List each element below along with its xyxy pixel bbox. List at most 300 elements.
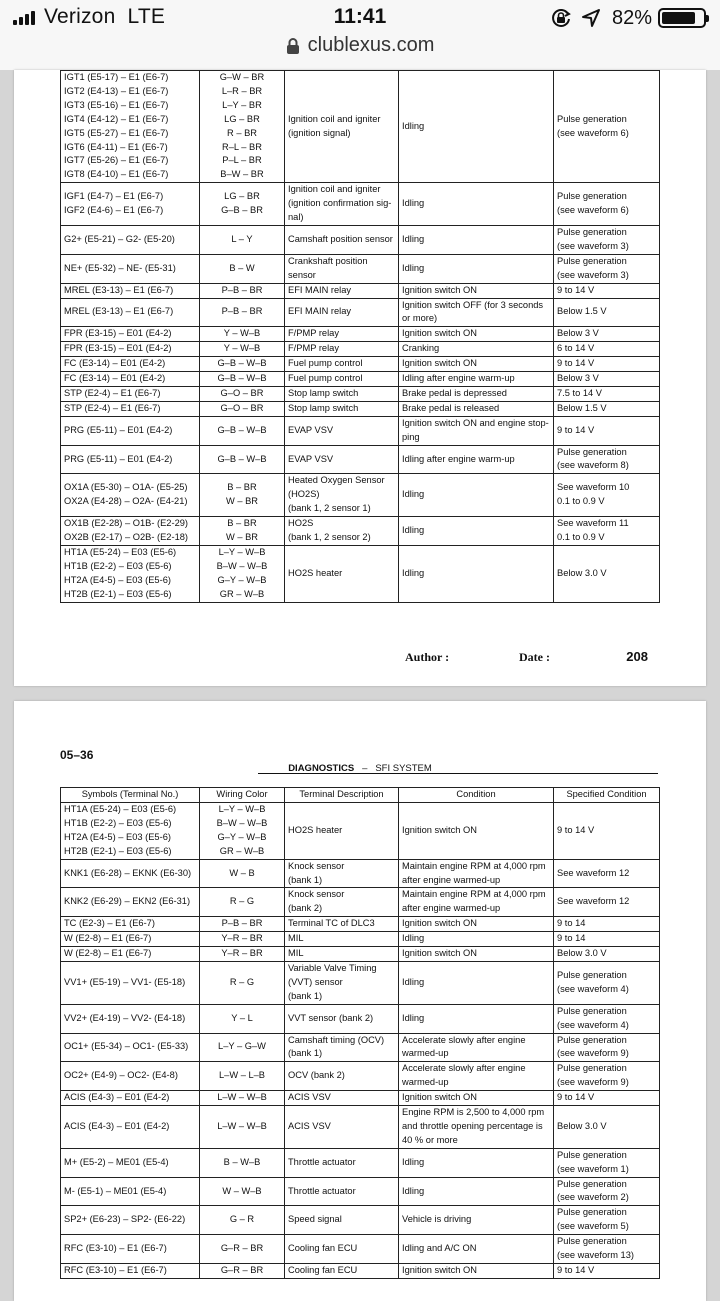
table-row [61,386,660,401]
terminal-table-page2 [60,787,660,1279]
table-row [61,1091,660,1106]
cell-line: and throttle opening percentage is [402,1120,543,1131]
cell-line: Y – W–B [223,328,261,339]
cell-line: W – BR [225,496,259,507]
cell-line: IGT8 (E4-10) – E1 (E6-7) [64,169,169,180]
wiring-color-cell [200,183,285,226]
specified-condition-cell [554,1148,660,1177]
cell-line: Ignition switch ON and engine stop- [402,417,549,428]
cell-line: Knock sensor [288,860,345,871]
description-cell [285,917,399,932]
symbol-cell [61,298,200,327]
wiring-color-cell [200,917,285,932]
specified-condition-cell [554,254,660,283]
clock: 11:41 [333,5,387,28]
specified-condition-cell [554,947,660,962]
cell-line: 40 % or more [402,1134,458,1145]
table-row [61,517,660,546]
description-cell [285,888,399,917]
condition-cell [399,401,554,416]
carrier-name: Verizon [44,5,116,28]
description-cell [285,71,399,183]
symbol-cell [61,386,200,401]
cell-line: G–Y – W–B [217,831,267,842]
cell-line: L–Y – G–W [218,1041,266,1052]
cell-line: EFI MAIN relay [288,306,352,317]
wiring-color-cell [200,327,285,342]
table-row [61,932,660,947]
table-row [61,474,660,517]
symbol-cell [61,183,200,226]
cell-line: G–B – W–B [217,358,267,369]
header-wiring-color: Wiring Color [200,788,285,803]
condition-cell [399,327,554,342]
cell-line: GR – W–B [219,845,265,856]
description-cell [285,327,399,342]
cell-line: Camshaft timing (OCV) [288,1034,385,1045]
cell-line: Brake pedal is depressed [402,387,507,398]
cell-line: Idling [402,976,425,987]
cell-line: G–R – BR [220,1243,264,1254]
description-cell [285,474,399,517]
wiring-color-cell [200,71,285,183]
cell-line: (see waveform 6) [557,205,629,216]
cell-line: L–W – L–B [219,1070,265,1081]
cell-line: M- (E5-1) – ME01 (E5-4) [64,1185,167,1196]
cell-line: (bank 1) [288,990,323,1001]
table-row [61,298,660,327]
cell-line: (see waveform 4) [557,983,629,994]
cell-line: B – W–B [223,1156,261,1167]
cell-line: warmed-up [402,1077,449,1088]
cell-line: L–W – W–B [217,1092,267,1103]
cell-line: IGT6 (E4-11) – E1 (E6-7) [64,141,168,152]
cell-line: Ignition switch ON [402,1265,477,1275]
cell-line: Engine RPM is 2,500 to 4,000 rpm [402,1107,545,1118]
condition-cell [399,283,554,298]
condition-cell [399,183,554,226]
wiring-color-cell [200,416,285,445]
condition-cell [399,254,554,283]
table-row [61,357,660,372]
cell-line: G–B – W–B [217,424,267,435]
cell-line: (VVT) sensor [288,976,343,987]
table-row [61,71,660,183]
cell-line: IGF1 (E4-7) – E1 (E6-7) [64,191,164,202]
cell-line: Ignition switch ON [402,824,477,835]
cell-line: HT2A (E4-5) – E03 (E5-6) [64,574,171,585]
table-row [61,545,660,602]
cell-line: Pulse generation [557,255,627,266]
address-bar[interactable] [0,34,720,57]
symbol-cell [61,1062,200,1091]
cell-line: W – W–B [222,1185,262,1196]
cell-line: ACIS VSV [288,1120,331,1131]
symbol-cell [61,859,200,888]
cell-line: Y – L [231,1012,253,1023]
table-row [61,342,660,357]
cell-line: OX2A (E4-28) – O2A- (E4-21) [64,496,188,507]
cell-line: 0.1 to 0.9 V [557,532,605,542]
cell-line: Idling [402,489,425,500]
url-domain[interactable]: clublexus.com [307,34,435,56]
wiring-color-cell [200,298,285,327]
cell-line: L–Y – W–B [218,804,266,814]
description-cell [285,298,399,327]
cell-line: 9 to 14 [557,933,586,944]
description-cell [285,342,399,357]
cell-line: Accelerate slowly after engine [402,1034,526,1045]
table-row [61,1004,660,1033]
specified-condition-cell [554,917,660,932]
wiring-color-cell [200,401,285,416]
cell-line: or more) [402,313,438,324]
cell-line: ACIS (E4-3) – E01 (E4-2) [64,1092,170,1103]
cell-line: R – G [229,976,255,987]
cell-line: Idling [402,233,425,244]
cell-line: 9 to 14 V [557,1265,595,1275]
cell-line: OC1+ (E5-34) – OC1- (E5-33) [64,1041,189,1052]
cell-line: Idling [402,525,425,536]
document-page-05-36 [14,701,706,1301]
symbol-cell [61,342,200,357]
cell-line: G – R [229,1214,255,1225]
orientation-lock-icon [550,7,572,29]
cell-line: R – BR [227,127,257,138]
wiring-color-cell [200,932,285,947]
table-row [61,947,660,962]
cell-line: L – Y [231,233,253,244]
wiring-color-cell [200,1235,285,1264]
symbol-cell [61,932,200,947]
symbol-cell [61,1264,200,1279]
specified-condition-cell [554,386,660,401]
cell-line: See waveform 12 [557,896,630,907]
cell-line: SP2+ (E6-23) – SP2- (E6-22) [64,1214,186,1225]
cell-line: G–R – BR [220,1265,264,1275]
cell-line: 9 to 14 V [557,358,595,369]
cell-line: HT1B (E2-2) – E03 (E5-6) [64,560,172,571]
cell-line: FPR (E3-15) – E01 (E4-2) [64,328,172,339]
specified-condition-cell [554,1106,660,1149]
cell-line: (ignition signal) [288,127,351,138]
cell-line: Ignition switch ON [402,1092,477,1103]
network-type: LTE [127,5,166,28]
cell-line: Pulse generation [557,1034,627,1045]
description-cell [285,1004,399,1033]
cell-line: Idling [402,567,425,578]
cell-line: 9 to 14 [557,918,586,929]
condition-cell [399,917,554,932]
cell-line: W (E2-8) – E1 (E6-7) [64,948,152,959]
cell-line: Fuel pump control [288,373,363,384]
cell-line: ACIS (E4-3) – E01 (E4-2) [64,1120,170,1131]
cell-line: Ignition switch ON [402,948,477,959]
cell-line: Below 3.0 V [557,948,607,959]
cell-line: Ignition switch ON [402,358,477,369]
table-row [61,254,660,283]
cell-line: Pulse generation [557,1063,627,1074]
cell-line: IGT3 (E5-16) – E1 (E6-7) [64,99,169,110]
wiring-color-cell [200,445,285,474]
cell-line: Idling [402,1012,425,1023]
description-cell [285,445,399,474]
cell-line: Pulse generation [557,1149,627,1160]
cell-line: Below 1.5 V [557,402,607,413]
cell-line: Pulse generation [557,226,627,237]
description-cell [285,386,399,401]
description-cell [285,947,399,962]
wiring-color-cell [200,803,285,860]
specified-condition-cell [554,372,660,387]
table-row [61,416,660,445]
cell-line: R – G [229,896,255,907]
cell-line: Camshaft position sensor [288,233,393,244]
cell-line: MIL [288,948,304,959]
cell-line: Heated Oxygen Sensor [288,475,385,486]
cell-line: (see waveform 3) [557,269,629,280]
wiring-color-cell [200,1206,285,1235]
cell-line: L–Y – BR [222,99,262,110]
condition-cell [399,888,554,917]
cell-line: G–B – W–B [217,453,267,464]
table-row [61,1148,660,1177]
cell-line: (see waveform 1) [557,1163,629,1174]
cell-line: (see waveform 6) [557,127,629,138]
description-cell [285,1148,399,1177]
document-page-208 [14,70,706,686]
symbol-cell [61,416,200,445]
wiring-color-cell [200,545,285,602]
symbol-cell [61,372,200,387]
cell-line: Idling and A/C ON [402,1243,477,1254]
cell-line: P–B – BR [221,918,263,929]
cell-line: (see waveform 8) [557,460,629,471]
header-condition: Condition [399,788,554,803]
cell-line: 6 to 14 V [557,343,595,354]
cell-line: MREL (E3-13) – E1 (E6-7) [64,284,174,295]
description-cell [285,1235,399,1264]
cell-line: OC2+ (E4-9) – OC2- (E4-8) [64,1070,178,1081]
cell-line: (bank 1, 2 sensor 1) [288,503,371,514]
cell-line: (bank 2) [288,903,323,914]
cell-line: Cooling fan ECU [288,1243,358,1254]
wiring-color-cell [200,254,285,283]
header-terminal-description: Terminal Description [285,788,399,803]
cell-line: Accelerate slowly after engine [402,1063,526,1074]
cell-line: B – W [229,262,255,273]
wiring-color-cell [200,1264,285,1279]
specified-condition-cell [554,888,660,917]
condition-cell [399,386,554,401]
specified-condition-cell [554,327,660,342]
cell-line: See waveform 11 [557,518,629,529]
cell-line: MREL (E3-13) – E1 (E6-7) [64,306,174,317]
cell-line: R–L – BR [222,141,262,152]
cell-line: RFC (E3-10) – E1 (E6-7) [64,1265,167,1275]
table-row [61,859,660,888]
cell-line: Idling after engine warm-up [402,453,515,464]
cell-line: See waveform 10 [557,482,630,493]
cell-line: Idling [402,1185,425,1196]
condition-cell [399,932,554,947]
cell-line: ACIS VSV [288,1092,331,1103]
symbol-cell [61,888,200,917]
table-row [61,1062,660,1091]
cell-line: PRG (E5-11) – E01 (E4-2) [64,453,173,464]
cell-line: (bank 1, 2 sensor 2) [288,532,371,542]
condition-cell [399,517,554,546]
cell-line: G–Y – W–B [217,574,267,585]
wiring-color-cell [200,1004,285,1033]
wiring-color-cell [200,1033,285,1062]
symbol-cell [61,1091,200,1106]
wiring-color-cell [200,1106,285,1149]
specified-condition-cell [554,859,660,888]
cell-line: Cranking [402,343,440,354]
cell-line: (see waveform 5) [557,1221,629,1232]
cell-line: Ignition switch OFF (for 3 seconds [402,299,544,310]
cell-line: RFC (E3-10) – E1 (E6-7) [64,1243,167,1254]
symbol-cell [61,917,200,932]
description-cell [285,517,399,546]
cell-line: EFI MAIN relay [288,284,352,295]
cell-line: Idling after engine warm-up [402,373,515,384]
cell-line: Knock sensor [288,889,345,900]
cell-line: OX2B (E2-17) – O2B- (E2-18) [64,532,189,542]
cell-line: Pulse generation [557,1005,627,1016]
table-row [61,1235,660,1264]
description-cell [285,1033,399,1062]
cell-line: (see waveform 4) [557,1019,629,1030]
symbol-cell [61,803,200,860]
description-cell [285,961,399,1004]
cell-line: P–L – BR [222,155,262,166]
cell-line: W (E2-8) – E1 (E6-7) [64,933,152,944]
table-row [61,888,660,917]
wiring-color-cell [200,961,285,1004]
cell-line: HT2B (E2-1) – E03 (E5-6) [64,845,172,856]
cell-line: Idling [402,120,425,131]
symbol-cell [61,401,200,416]
cell-line: (see waveform 2) [557,1192,629,1203]
cell-line: Ignition coil and igniter [288,113,381,124]
cell-line: F/PMP relay [288,343,339,354]
cell-line: FC (E3-14) – E01 (E4-2) [64,358,166,369]
condition-cell [399,1148,554,1177]
symbol-cell [61,357,200,372]
description-cell [285,416,399,445]
footer-date: Date : [519,650,550,664]
cell-line: warmed-up [402,1048,449,1059]
cell-line: (see waveform 9) [557,1077,629,1088]
specified-condition-cell [554,1206,660,1235]
condition-cell [399,445,554,474]
description-cell [285,1106,399,1149]
section-number: 05–36 [60,748,94,762]
table-row [61,961,660,1004]
symbol-cell [61,1033,200,1062]
cell-line: NE+ (E5-32) – NE- (E5-31) [64,262,176,273]
specified-condition-cell [554,357,660,372]
cell-line: IGT5 (E5-27) – E1 (E6-7) [64,127,169,138]
cell-line: FPR (E3-15) – E01 (E4-2) [64,343,172,354]
cell-line: FC (E3-14) – E01 (E4-2) [64,373,166,384]
symbol-cell [61,545,200,602]
specified-condition-cell [554,803,660,860]
cell-line: Y – W–B [223,343,261,354]
cell-line: after engine warmed-up [402,874,501,885]
cell-line: OX1A (E5-30) – O1A- (E5-25) [64,482,188,493]
table-row [61,225,660,254]
cell-line: Below 3.0 V [557,567,607,578]
condition-cell [399,961,554,1004]
lock-icon [286,37,300,55]
condition-cell [399,372,554,387]
table-row [61,1177,660,1206]
condition-cell [399,1062,554,1091]
cell-line: HT1B (E2-2) – E03 (E5-6) [64,817,172,828]
specified-condition-cell [554,545,660,602]
description-cell [285,859,399,888]
cell-line: Maintain engine RPM at 4,000 rpm [402,889,546,900]
table-row [61,917,660,932]
cell-line: OX1B (E2-28) – O1B- (E2-29) [64,518,189,529]
description-cell [285,254,399,283]
description-cell [285,372,399,387]
cell-line: LG – BR [224,113,260,124]
title-rule [258,773,658,774]
table-row [61,401,660,416]
cell-line: Idling [402,1156,425,1167]
condition-cell [399,474,554,517]
cell-line: B–W – W–B [216,560,268,571]
symbol-cell [61,1235,200,1264]
specified-condition-cell [554,183,660,226]
cell-line: F/PMP relay [288,328,339,339]
symbol-cell [61,254,200,283]
wiring-color-cell [200,1148,285,1177]
specified-condition-cell [554,1235,660,1264]
cell-line: STP (E2-4) – E1 (E6-7) [64,402,161,413]
terminal-table-page1 [60,70,660,603]
description-cell [285,283,399,298]
title-separator: – [362,763,368,774]
condition-cell [399,342,554,357]
symbol-cell [61,71,200,183]
header-symbols: Symbols (Terminal No.) [61,788,200,803]
specified-condition-cell [554,474,660,517]
cell-line: HT1A (E5-24) – E03 (E5-6) [64,804,177,814]
symbol-cell [61,1004,200,1033]
condition-cell [399,298,554,327]
cell-line: (bank 1) [288,1048,323,1059]
status-icons [550,6,706,30]
table-row [61,803,660,860]
specified-condition-cell [554,1091,660,1106]
cell-line: EVAP VSV [288,453,334,464]
cell-line: Terminal TC of DLC3 [288,918,375,929]
title-sub: SFI SYSTEM [375,763,432,774]
cell-line: (bank 1) [288,874,323,885]
cell-line: IGT1 (E5-17) – E1 (E6-7) [64,72,169,82]
description-cell [285,1206,399,1235]
cell-line: Pulse generation [557,1236,627,1247]
cell-line: HT2B (E2-1) – E03 (E5-6) [64,588,172,599]
wiring-color-cell [200,859,285,888]
cell-line: M+ (E5-2) – ME01 (E5-4) [64,1156,169,1167]
condition-cell [399,545,554,602]
